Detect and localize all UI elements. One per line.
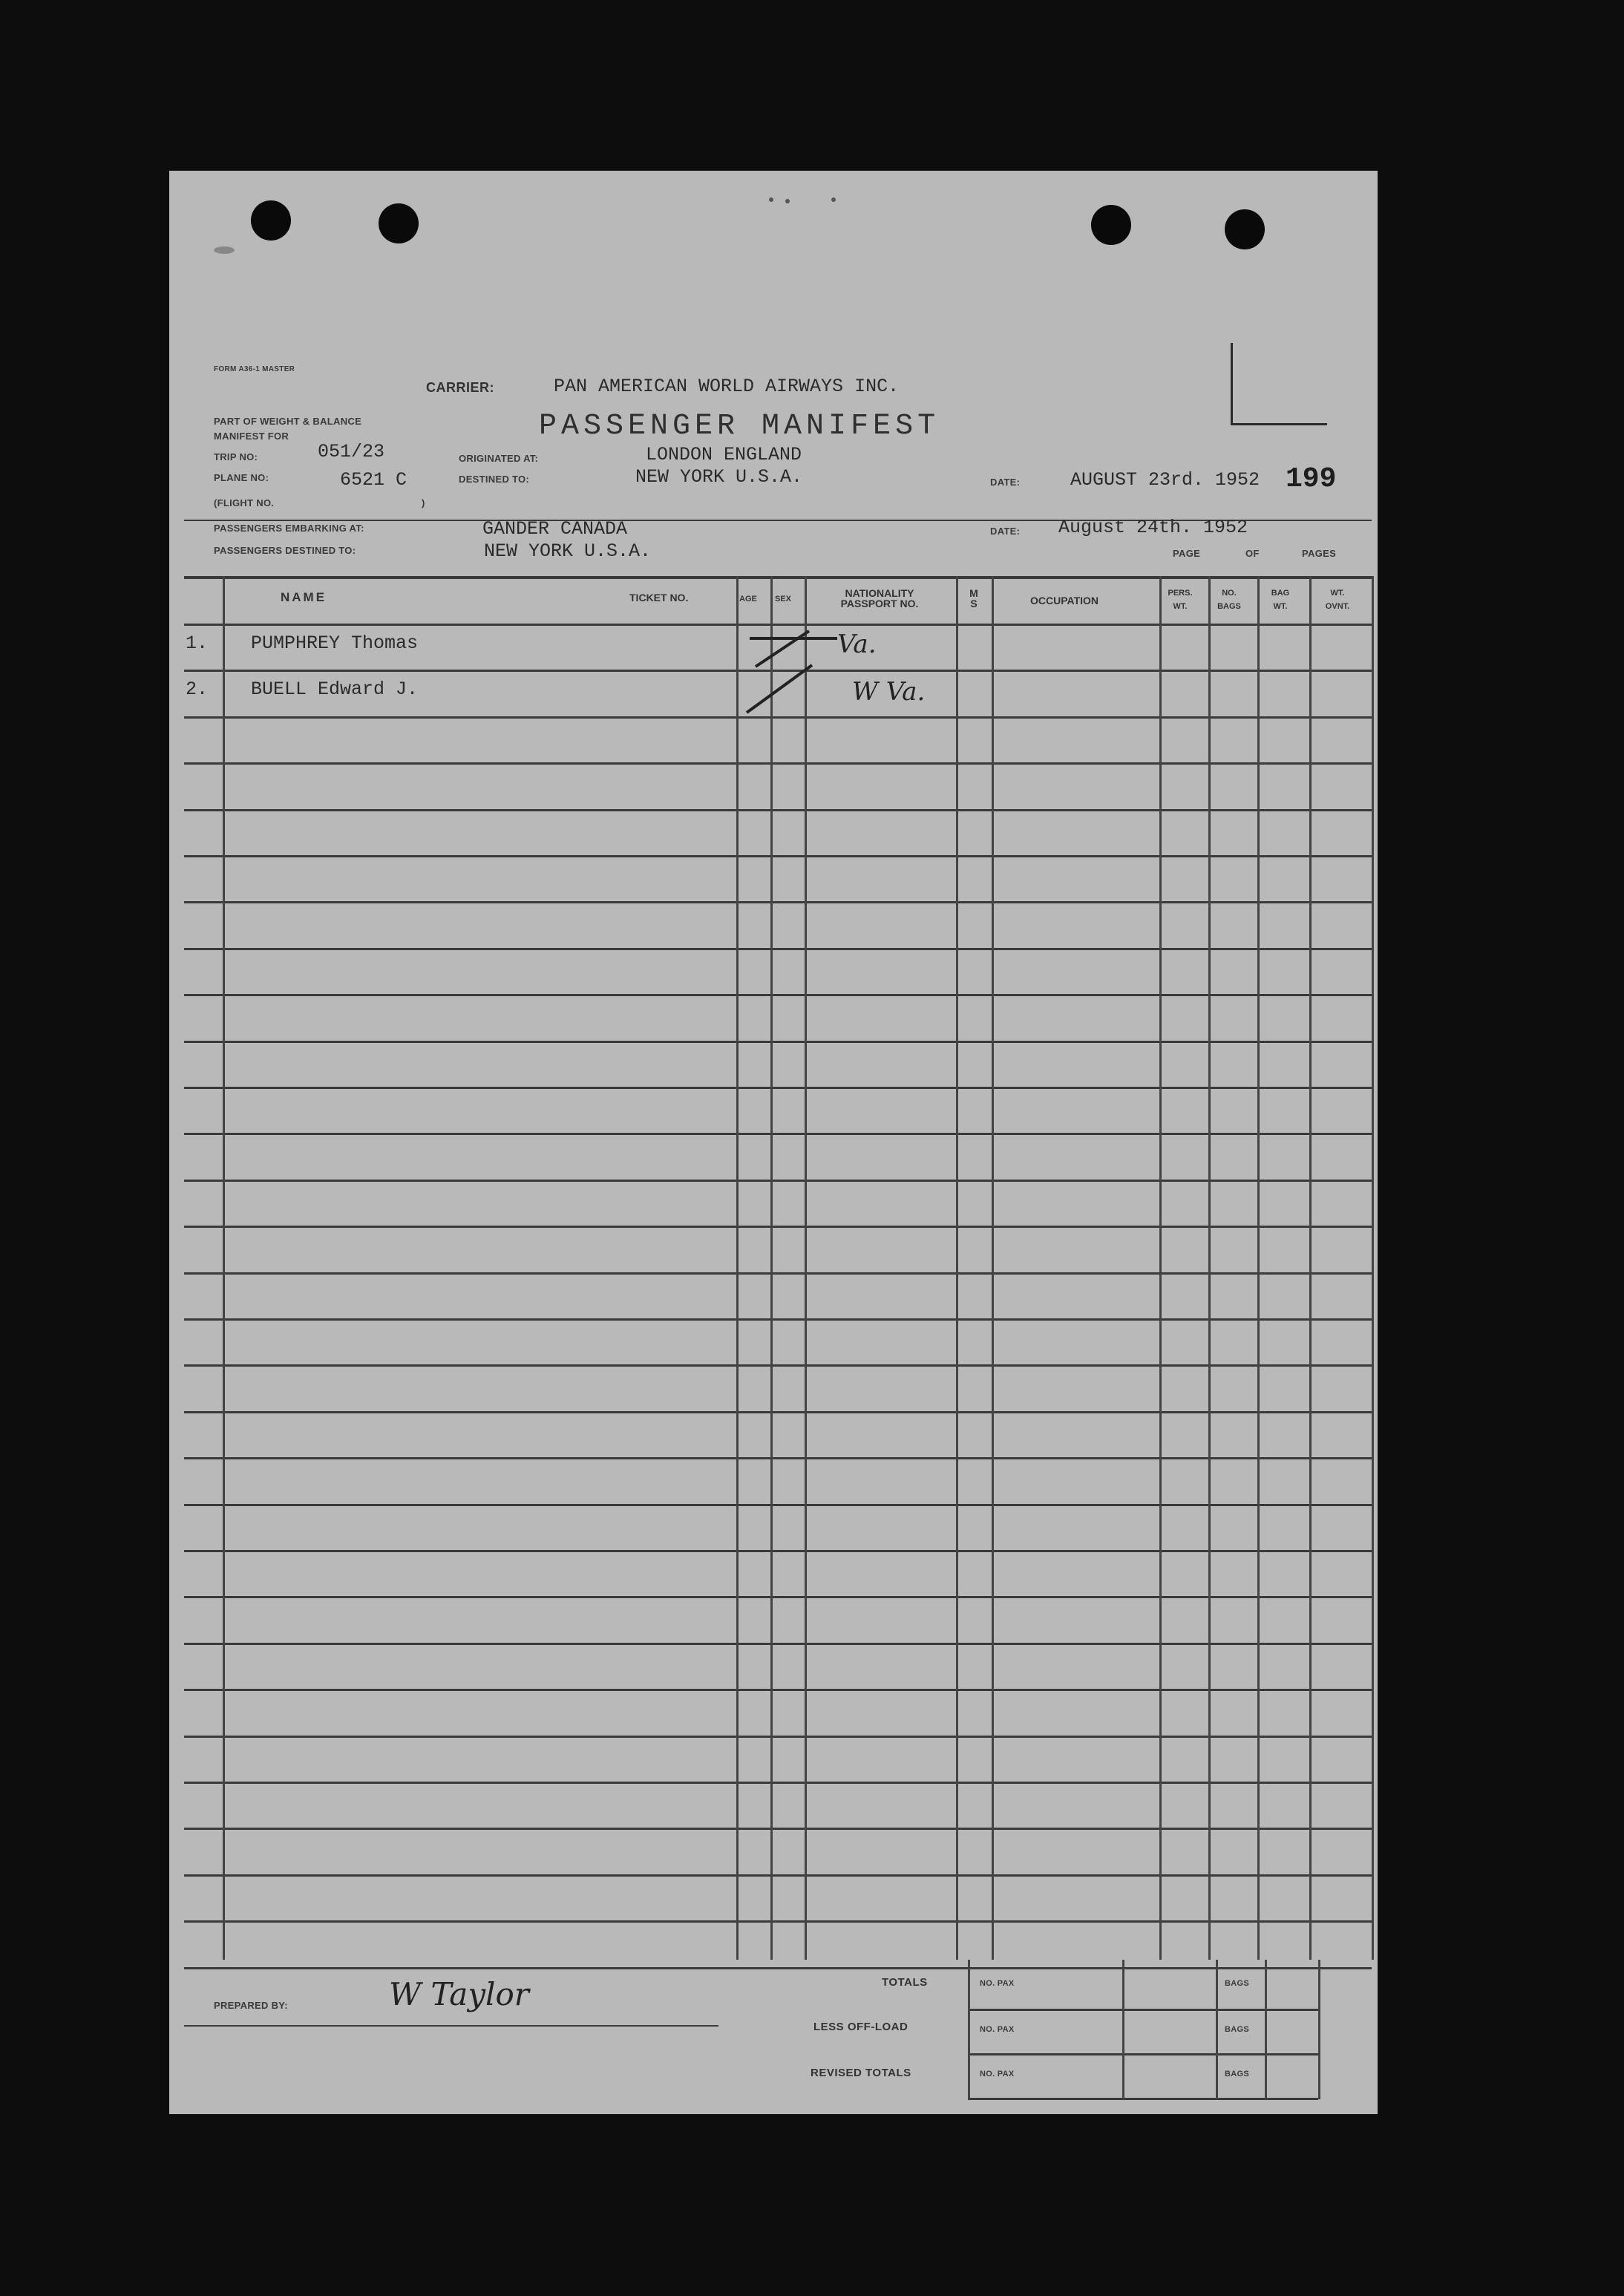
of-label: OF <box>1245 548 1260 559</box>
col-bag-wt-1: BAG <box>1271 589 1290 598</box>
totals-rule <box>1122 1960 1124 2099</box>
col-wt-ovnt <box>1312 586 1363 613</box>
table-rule <box>184 1457 1372 1459</box>
pages-label: PAGES <box>1302 548 1337 559</box>
totals-rule <box>1265 1960 1267 2099</box>
col-no-bags <box>1208 586 1250 613</box>
table-rule <box>184 1550 1372 1552</box>
no-pax-label: NO. PAX <box>980 1979 1015 1988</box>
no-pax-label: NO. PAX <box>980 2070 1015 2078</box>
table-rule <box>184 1364 1372 1367</box>
col-wt-ovnt-1: WT. <box>1330 589 1345 598</box>
col-ms <box>959 588 989 609</box>
totals-rule <box>1318 1960 1320 2099</box>
punch-hole <box>1225 209 1265 249</box>
table-rule <box>184 901 1372 903</box>
paper-mark <box>214 246 235 254</box>
table-rule <box>223 576 225 1960</box>
flight-label: (FLIGHT NO. <box>214 497 275 508</box>
col-age: AGE <box>739 595 757 604</box>
table-rule <box>184 762 1372 765</box>
paper-mark <box>831 197 836 202</box>
col-sex: SEX <box>775 595 792 604</box>
document-title: PASSENGER MANIFEST <box>539 410 940 443</box>
table-rule <box>184 1782 1372 1784</box>
corner-bracket <box>1231 343 1233 425</box>
col-occupation: OCCUPATION <box>1030 595 1099 606</box>
form-number: FORM A36-1 MASTER <box>214 365 295 373</box>
corner-bracket <box>1231 423 1327 425</box>
table-rule <box>956 576 958 1960</box>
table-rule <box>184 624 1372 626</box>
carrier-value: PAN AMERICAN WORLD AIRWAYS INC. <box>554 376 900 397</box>
table-rule <box>184 1504 1372 1506</box>
table-rule <box>184 1133 1372 1135</box>
table-rule <box>1309 576 1312 1960</box>
no-pax-label: NO. PAX <box>980 2025 1015 2034</box>
table-rule <box>184 1596 1372 1598</box>
plane-value: 6521 C <box>340 469 407 491</box>
paper-mark <box>785 199 790 203</box>
embarking-label: PASSENGERS EMBARKING AT: <box>214 523 364 534</box>
col-pers-wt-1: PERS. <box>1168 589 1193 598</box>
page-label: PAGE <box>1173 548 1201 559</box>
bags-label: BAGS <box>1225 2070 1249 2078</box>
col-wt-ovnt-2: OVNT. <box>1325 602 1350 611</box>
punch-hole <box>251 200 291 241</box>
table-rule <box>184 1411 1372 1413</box>
signature: W Taylor <box>389 1976 529 2012</box>
handwritten-nationality: Va. <box>837 629 877 659</box>
prepared-by-label: PREPARED BY: <box>214 2000 288 2011</box>
col-pers-wt <box>1159 586 1201 613</box>
totals-rule <box>1216 1960 1218 2099</box>
col-nationality-2: PASSPORT NO. <box>840 598 919 609</box>
table-rule <box>184 1226 1372 1228</box>
part-of-label: PART OF WEIGHT & BALANCE <box>214 416 362 427</box>
col-ms-1: M <box>969 587 978 599</box>
table-rule <box>736 576 739 1960</box>
table-rule <box>184 1689 1372 1691</box>
table-rule <box>1257 576 1260 1960</box>
col-pers-wt-2: WT. <box>1173 602 1188 611</box>
table-rule <box>184 1828 1372 1830</box>
date2-label: DATE: <box>990 526 1021 537</box>
passenger-name: PUMPHREY Thomas <box>251 632 419 654</box>
col-ms-2: S <box>970 598 978 609</box>
date-value: AUGUST 23rd. 1952 <box>1070 469 1260 491</box>
signature-line <box>184 2025 718 2027</box>
table-rule <box>805 576 807 1960</box>
table-rule <box>770 576 773 1960</box>
table-rule <box>184 1967 1372 1969</box>
less-offload-label: LESS OFF-LOAD <box>813 2021 908 2033</box>
destined2-label: PASSENGERS DESTINED TO: <box>214 545 356 556</box>
table-rule <box>184 1874 1372 1877</box>
trip-label: TRIP NO: <box>214 451 258 462</box>
table-rule <box>184 855 1372 857</box>
table-rule <box>1159 576 1162 1960</box>
punch-hole <box>1091 205 1131 245</box>
revised-totals-label: REVISED TOTALS <box>811 2067 911 2079</box>
bags-label: BAGS <box>1225 1979 1249 1988</box>
col-nationality-1: NATIONALITY <box>845 587 914 599</box>
plane-label: PLANE NO: <box>214 472 269 483</box>
col-no-bags-2: BAGS <box>1217 602 1241 611</box>
table-rule <box>184 809 1372 811</box>
table-rule <box>992 576 994 1960</box>
col-nationality <box>806 588 953 609</box>
table-rule <box>184 1180 1372 1182</box>
table-rule <box>184 994 1372 996</box>
table-rule <box>184 716 1372 719</box>
bags-label: BAGS <box>1225 2025 1249 2034</box>
passenger-name: BUELL Edward J. <box>251 678 419 700</box>
handwritten-nationality: W Va. <box>852 677 926 707</box>
table-rule <box>1372 576 1374 1960</box>
stamp-number: 199 <box>1286 463 1337 495</box>
table-rule <box>184 670 1372 672</box>
table-rule <box>184 1272 1372 1275</box>
table-rule <box>184 1920 1372 1923</box>
table-rule <box>184 1041 1372 1043</box>
originated-label: ORIGINATED AT: <box>459 453 539 464</box>
embarking-value: GANDER CANADA <box>482 518 628 540</box>
table-rule <box>184 948 1372 950</box>
destined2-value: NEW YORK U.S.A. <box>484 540 652 562</box>
col-bag-wt <box>1257 586 1303 613</box>
flight-close: ) <box>422 497 425 508</box>
paper-mark <box>769 197 773 202</box>
destined-value: NEW YORK U.S.A. <box>635 466 803 488</box>
table-rule <box>184 1736 1372 1738</box>
col-ticket: TICKET NO. <box>629 592 689 604</box>
totals-rule <box>968 1960 970 2099</box>
col-name: NAME <box>281 590 327 604</box>
table-rule <box>184 1318 1372 1321</box>
date2-value: August 24th. 1952 <box>1058 517 1248 538</box>
trip-value: 051/23 <box>318 441 385 462</box>
date-label: DATE: <box>990 477 1021 488</box>
table-rule <box>1208 576 1211 1960</box>
col-no-bags-1: NO. <box>1222 589 1237 598</box>
carrier-label: CARRIER: <box>426 380 494 395</box>
punch-hole <box>379 203 419 243</box>
totals-label: TOTALS <box>882 1976 928 1989</box>
table-rule <box>184 1643 1372 1645</box>
table-rule <box>184 576 1372 579</box>
destined-label: DESTINED TO: <box>459 474 530 485</box>
manifest-sheet <box>169 171 1378 2114</box>
manifest-for-label: MANIFEST FOR <box>214 431 289 442</box>
originated-value: LONDON ENGLAND <box>646 444 802 465</box>
table-rule <box>184 1087 1372 1089</box>
col-bag-wt-2: WT. <box>1273 602 1288 611</box>
row-number: 2. <box>186 678 209 700</box>
row-number: 1. <box>186 632 209 654</box>
